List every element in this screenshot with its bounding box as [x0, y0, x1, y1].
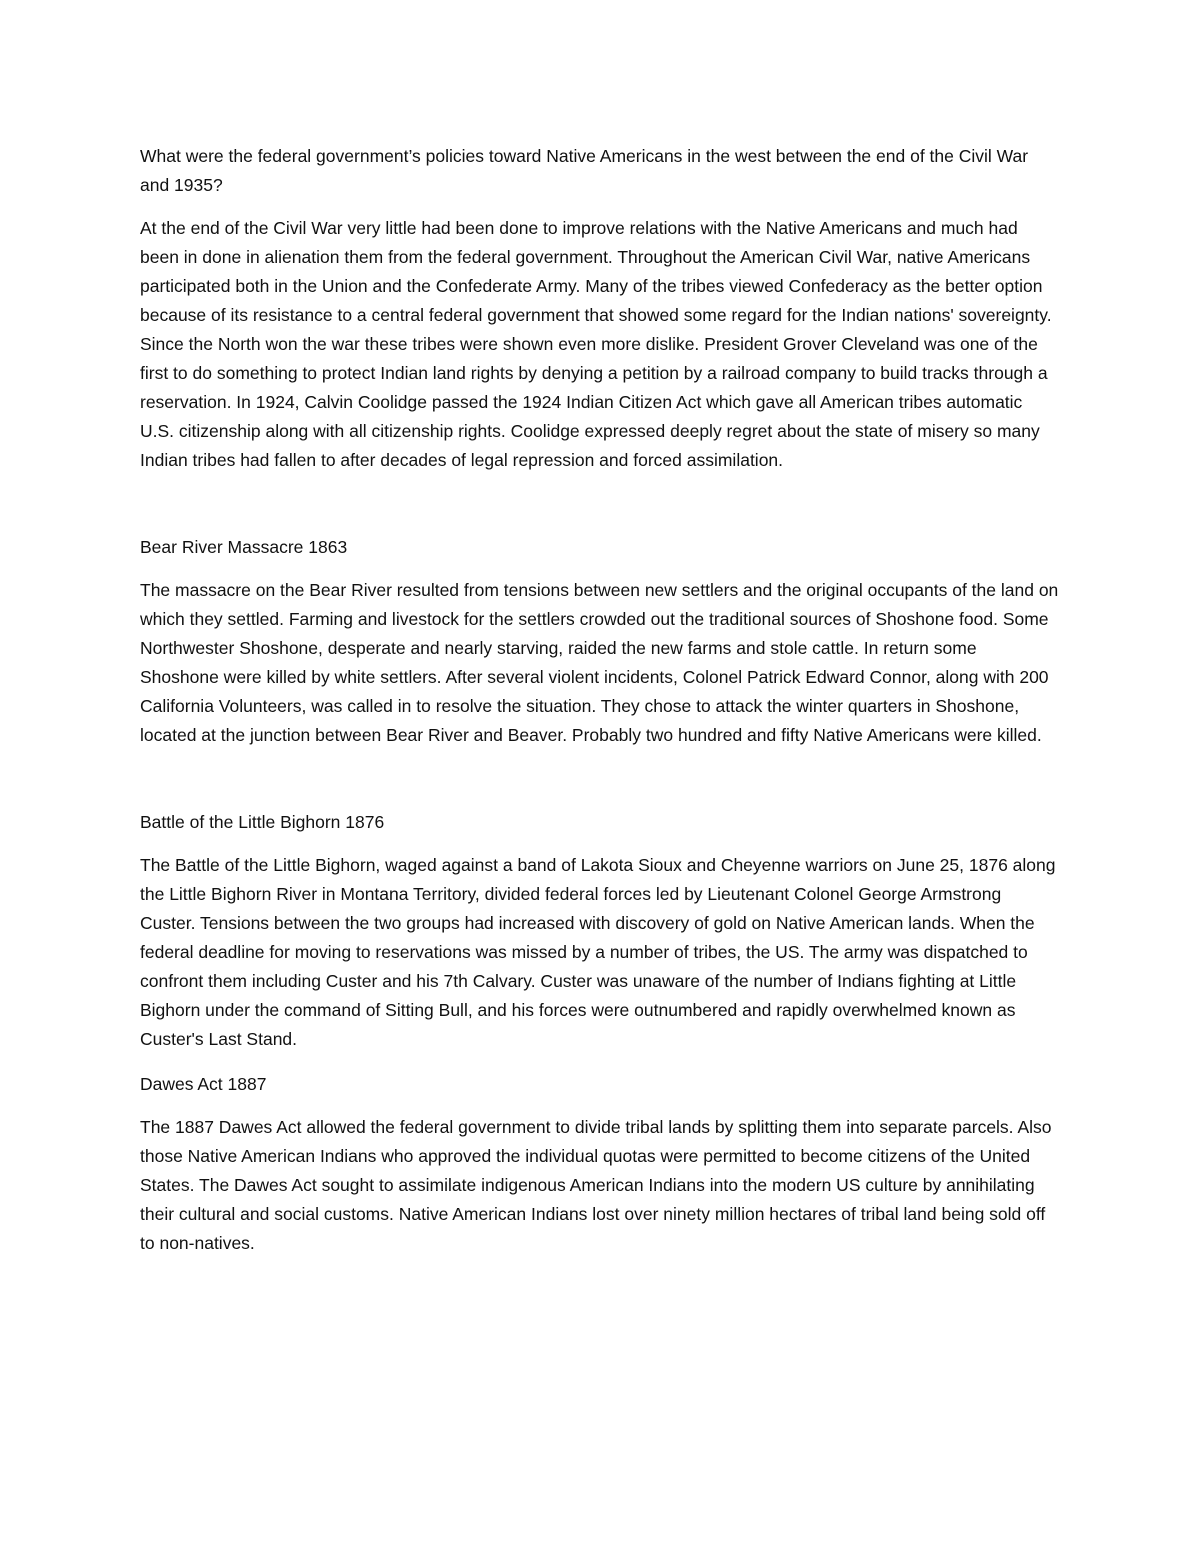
document-content — [140, 142, 1060, 1258]
section-heading-bear-river: Bear River Massacre 1863 — [140, 537, 348, 557]
essay-question: What were the federal government’s policies toward Native Americans in the west between the end of the Civil War and 1935? — [140, 146, 1029, 195]
section-spacer — [140, 1054, 1060, 1070]
section-body-dawes-act: The 1887 Dawes Act allowed the federal government to divide tribal lands by splitting them into separate parcels. Also those Native American Indians who approved the individual quotas were permitted to become citizens of the United States. The Dawes Act sought to assimilate indigenous American Indians into the modern US culture by annihilating their cultural and social customs. Native American Indians lost over ninety million hectares of tribal land being sold off to non-natives. — [140, 1117, 1052, 1253]
section-heading-little-bighorn: Battle of the Little Bighorn 1876 — [140, 812, 385, 832]
section-body-bear-river: The massacre on the Bear River resulted from tensions between new settlers and the original occupants of the land on which they settled. Farming and livestock for the settlers crowded out the traditional sources of Shoshone food. Some Northwester Shoshone, desperate and nearly starving, raided the new farms and stole cattle. In return some Shoshone were killed by white settlers. After several violent incidents, Colonel Patrick Edward Connor, along with 200 California Volunteers, was called in to resolve the situation. They chose to attack the winter quarters in Shoshone, located at the junction between Bear River and Beaver. Probably two hundred and fifty Native Americans were killed. — [140, 580, 1059, 745]
intro-paragraph: At the end of the Civil War very little had been done to improve relations with the Native Americans and much had been in done in alienation them from the federal government. Throughout the American Civil War, native Americans participated both in the Union and the Confederate Army. Many of the tribes viewed Confederacy as the better option because of its resistance to a central federal government that showed some regard for the Indian nations' sovereignty. Since the North won the war these tribes were shown even more dislike. President Grover Cleveland was one of the first to do something to protect Indian land rights by denying a petition by a railroad company to build tracks through a reservation. In 1924, Calvin Coolidge passed the 1924 Indian Citizen Act which gave all American tribes automatic U.S. citizenship along with all citizenship rights. Coolidge expressed deeply regret about the state of misery so many Indian tribes had fallen to after decades of legal repression and forced assimilation. — [140, 218, 1052, 470]
section-body-little-bighorn: The Battle of the Little Bighorn, waged against a band of Lakota Sioux and Cheyenne warriors on June 25, 1876 along the Little Bighorn River in Montana Territory, divided federal forces led by Lieutenant Colonel George Armstrong Custer. Tensions between the two groups had increased with discovery of gold on Native American lands. When the federal deadline for moving to reservations was missed by a number of tribes, the US. The army was dispatched to confront them including Custer and his 7th Calvary. Custer was unaware of the number of Indians fighting at Little Bighorn under the command of Sitting Bull, and his forces were outnumbered and rapidly overwhelmed known as Custer's Last Stand. — [140, 855, 1056, 1049]
section-heading-dawes-act: Dawes Act 1887 — [140, 1074, 267, 1094]
section-spacer — [140, 475, 1060, 533]
section-spacer — [140, 750, 1060, 808]
